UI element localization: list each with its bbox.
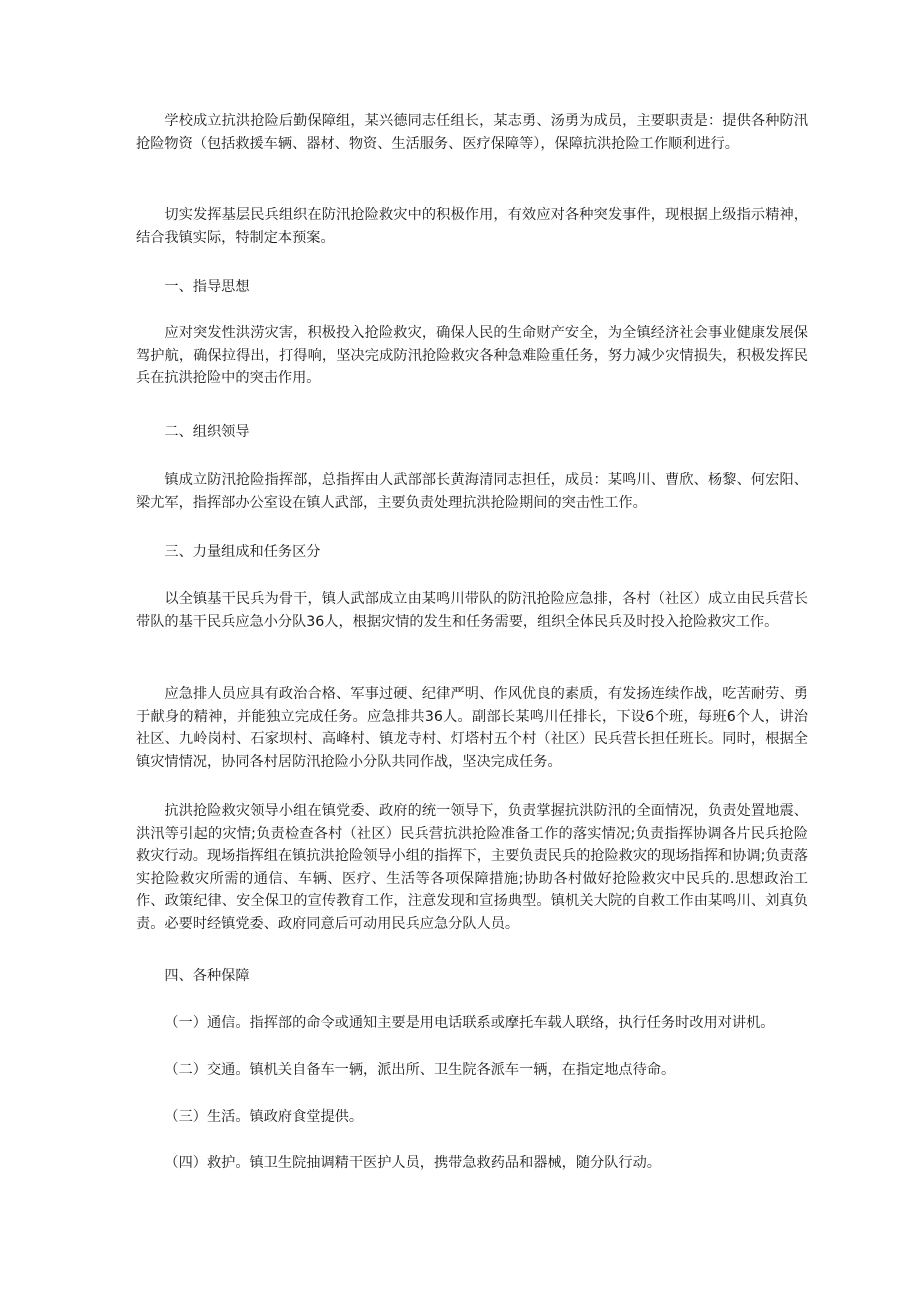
guarantee-rescue: （四）救护。镇卫生院抽调精干医护人员，携带急救药品和器械，随分队行动。 — [164, 1155, 661, 1171]
paragraph-emergency-platoon: 应急排人员应具有政治合格、军事过硬、纪律严明、作风优良的素质，有发扬连续作战，吃苦耐劳、勇于献身的精神，并能独立完成任务。应急排共36人。副部长某鸣川任排长，下设6个班，每班6个人，讲治社区、九岭岗村、石家坝村、高峰村、镇龙寺村、灯塔村五个村（社区）民兵营长担任班长。同时，根据全镇灾情情况，协同各村居防汛抢险小分队共同作战，坚决完成任务。 — [136, 686, 808, 770]
heading-guiding-ideology: 一、指导思想 — [164, 279, 250, 295]
paragraph-organization: 镇成立防汛抢险指挥部，总指挥由人武部部长黄海清同志担任，成员：某鸣川、曹欣、杨黎、何宏阳、梁尤军，指挥部办公室设在镇人武部，主要负责处理抗洪抢险期间的突击性工作。 — [136, 472, 808, 511]
heading-organization: 二、组织领导 — [164, 424, 250, 440]
guarantee-living: （三）生活。镇政府食堂提供。 — [164, 1109, 364, 1125]
paragraph-introduction: 切实发挥基层民兵组织在防汛抢险救灾中的积极作用，有效应对各种突发事件，现根据上级指示精神，结合我镇实际，特制定本预案。 — [136, 207, 808, 246]
paragraph-guiding-ideology: 应对突发性洪涝灾害，积极投入抢险救灾，确保人民的生命财产安全，为全镇经济社会事业健康发展保驾护航，确保拉得出，打得响，坚决完成防汛抢险救灾各种急难险重任务，努力减少灾情损失，积极发挥民兵在抗洪抢险中的突击作用。 — [136, 325, 808, 386]
guarantee-communication: （一）通信。指挥部的命令或通知主要是用电话联系或摩托车载人联络，执行任务时改用对讲机。 — [164, 1015, 775, 1031]
heading-forces: 三、力量组成和任务区分 — [164, 544, 321, 560]
heading-guarantees: 四、各种保障 — [164, 968, 250, 984]
paragraph-leadership-duties: 抗洪抢险救灾领导小组在镇党委、政府的统一领导下，负责掌握抗洪防汛的全面情况，负责处置地震、洪汛等引起的灾情;负责检查各村（社区）民兵营抗洪抢险准备工作的落实情况;负责指挥协调各片民兵抢险救灾行动。现场指挥组在镇抗洪抢险领导小组的指挥下，主要负责民兵的抢险救灾的现场指挥和协调;负责落实抢险救灾所需的通信、车辆、医疗、生活等各项保障措施;协助各村做好抢险救灾中民兵的.思想政治工作、政策纪律、安全保卫的宣传教育工作，注意发现和宣扬典型。镇机关大院的自救工作由某鸣川、刘真负责。必要时经镇党委、政府同意后可动用民兵应急分队人员。 — [136, 803, 808, 932]
paragraph-forces: 以全镇基干民兵为骨干，镇人武部成立由某鸣川带队的防汛抢险应急排，各村（社区）成立由民兵营长带队的基干民兵应急小分队36人，根据灾情的发生和任务需要，组织全体民兵及时投入抢险救灾工作。 — [136, 591, 808, 630]
paragraph-logistics-group: 学校成立抗洪抢险后勤保障组，某兴德同志任组长，某志勇、汤勇为成员，主要职责是：提供各种防汛抢险物资（包括救援车辆、器材、物资、生活服务、医疗保障等），保障抗洪抢险工作顺利进行。 — [136, 113, 808, 152]
guarantee-transport: （二）交通。镇机关自备车一辆，派出所、卫生院各派车一辆，在指定地点待命。 — [164, 1062, 676, 1078]
